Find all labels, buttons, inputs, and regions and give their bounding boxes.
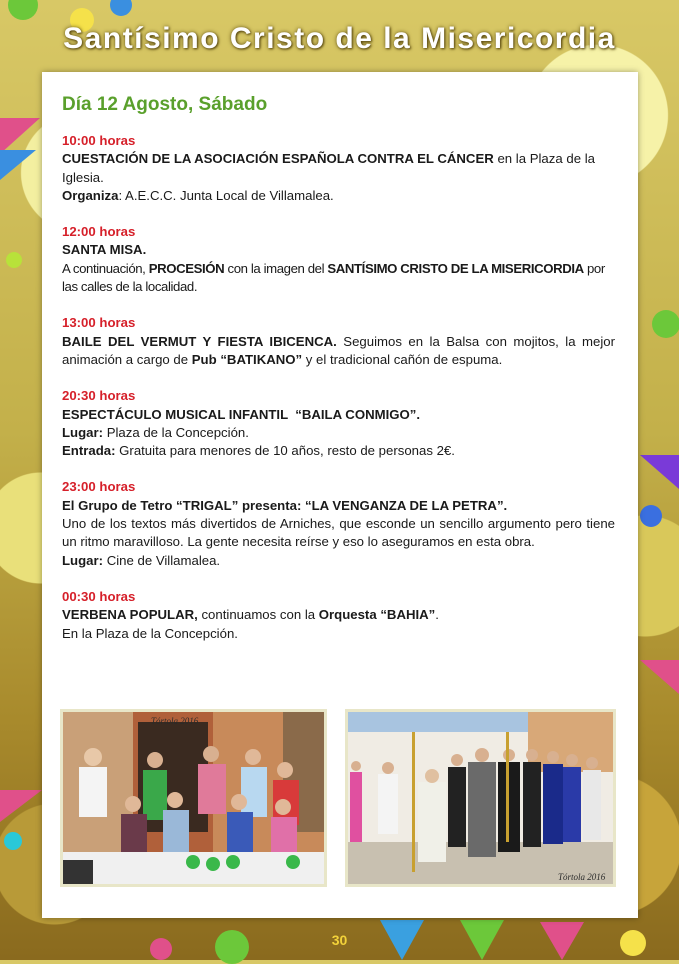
event-highlight: PROCESIÓN <box>148 260 225 276</box>
event-time: 23:00 horas <box>62 479 136 495</box>
page-number: 30 <box>331 932 348 948</box>
event-title: CUESTACIÓN DE LA ASOCIACIÓN ESPAÑOLA CONTRA EL CÁNCER <box>62 151 494 167</box>
event-time: 00:30 horas <box>62 588 136 604</box>
event-title: VERBENA POPULAR, <box>62 607 198 623</box>
event-text: En la Plaza de la Concepción. <box>62 625 238 641</box>
event-time: 12:00 horas <box>62 224 136 240</box>
event-highlight: SANTÍSIMO CRISTO DE LA MISERICORDIA <box>327 260 584 276</box>
event-text: con la imagen del <box>224 260 328 276</box>
event-time: 20:30 horas <box>62 388 136 404</box>
photo-group-table <box>60 709 327 887</box>
event-item <box>62 223 615 296</box>
lugar-label: Lugar: <box>62 424 104 440</box>
event-text: por las calles de la localidad. <box>62 260 605 295</box>
organiza-value: : A.E.C.C. Junta Local de Villamalea. <box>118 187 334 203</box>
event-item <box>62 387 615 460</box>
event-description: Uno de los textos más divertidos de Arniches, que esconde un sencillo argumento pero tiene un ritmo maravilloso. La gente necesita reírse y eso lo aseguramos en esta obra. <box>62 516 615 550</box>
event-time: 10:00 horas <box>62 133 136 148</box>
event-list <box>62 132 615 661</box>
procession-photo-illustration <box>348 712 613 884</box>
event-text: en la Plaza de la Iglesia. <box>62 151 595 185</box>
group-photo-illustration <box>63 712 324 884</box>
event-title: SANTA MISA. <box>62 242 147 258</box>
event-item <box>62 132 615 205</box>
event-text: Seguimos en la Balsa con mojitos, la mejor animación a cargo de <box>62 333 615 367</box>
event-text: y el tradicional cañón de espuma. <box>302 351 503 367</box>
organiza-label: Organiza <box>62 187 119 203</box>
event-highlight: Orquesta “BAHIA” <box>318 607 436 623</box>
event-highlight: Pub “BATIKANO” <box>191 351 303 367</box>
event-title: BAILE DEL VERMUT Y FIESTA IBICENCA. <box>62 333 337 349</box>
lugar-label: Lugar: <box>62 552 104 568</box>
photo-procession <box>345 709 616 887</box>
event-title: El Grupo de Tetro “TRIGAL” presenta: “LA VENGANZA DE LA PETRA”. <box>62 497 508 513</box>
event-item <box>62 314 615 369</box>
event-text: . <box>435 607 439 623</box>
event-item <box>62 478 615 569</box>
page-title: Santísimo Cristo de la Misericordia <box>63 22 616 55</box>
event-time: 13:00 horas <box>62 315 136 331</box>
photo-watermark: Tórtola 2016 <box>558 872 606 882</box>
event-title: ESPECTÁCULO MUSICAL INFANTIL “BAILA CONMIGO”. <box>62 406 421 422</box>
day-heading: Día 12 Agosto, Sábado <box>62 94 268 115</box>
lugar-value: Plaza de la Concepción. <box>103 424 249 440</box>
entrada-value: Gratuita para menores de 10 años, resto de personas 2€. <box>115 443 455 459</box>
lugar-value: Cine de Villamalea. <box>103 552 221 568</box>
event-text: continuamos con la <box>197 607 319 623</box>
event-item <box>62 588 615 643</box>
entrada-label: Entrada: <box>62 443 116 459</box>
photo-watermark: Tórtola 2016 <box>151 716 199 726</box>
event-text: A continuación, <box>62 260 149 276</box>
program-panel <box>42 72 638 918</box>
